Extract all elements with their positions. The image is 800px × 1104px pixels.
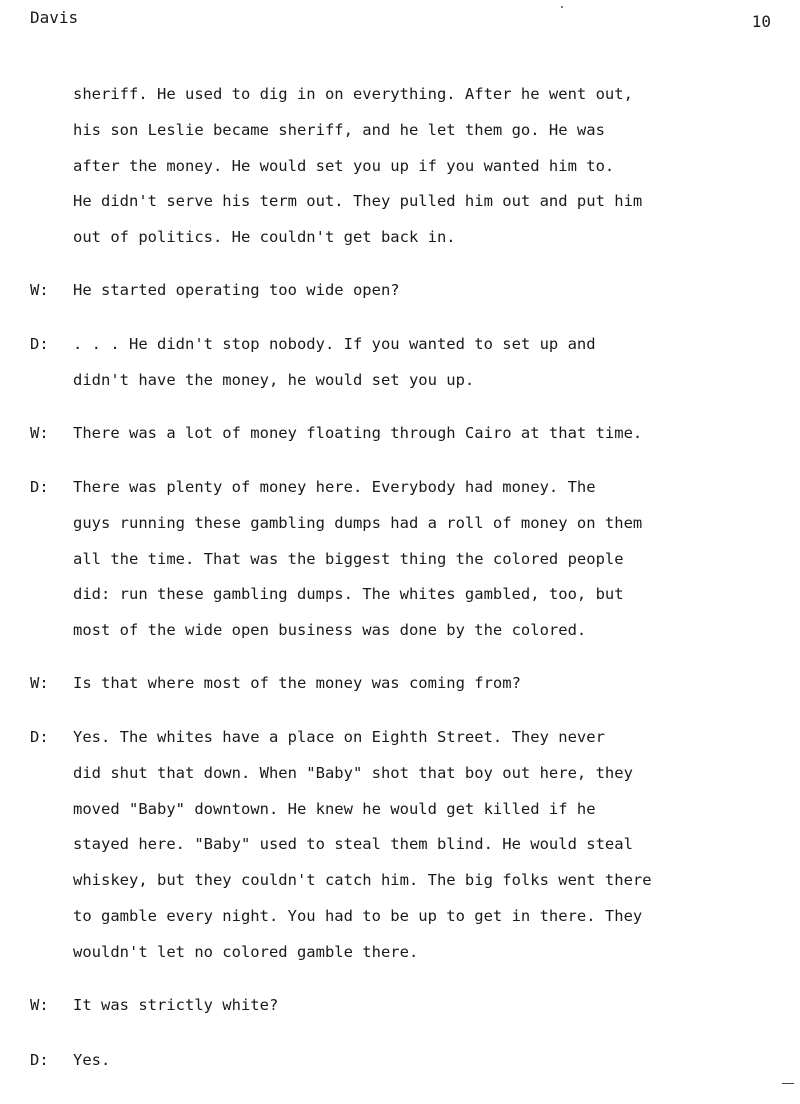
speaker-label: W: — [30, 281, 49, 299]
transcript-paragraph — [73, 77, 773, 256]
transcript-line: stayed here. "Baby" used to steal them blind. He would steal — [73, 835, 633, 854]
page-header-name: Davis — [30, 8, 79, 27]
speaker-label: W: — [30, 674, 49, 692]
transcript-paragraph — [73, 1043, 773, 1079]
transcript-line: He started operating too wide open? — [73, 281, 400, 299]
transcript-line: most of the wide open business was done by the colored. — [73, 621, 587, 640]
transcript-line: moved "Baby" downtown. He knew he would get killed if he — [73, 799, 596, 818]
transcript-line: . . . He didn't stop nobody. If you wanted to set up and — [73, 335, 596, 353]
transcript-line: whiskey, but they couldn't catch him. The big folks went there — [73, 871, 652, 890]
transcript-line: did: run these gambling dumps. The whites gambled, too, but — [73, 585, 624, 604]
transcript-line: Yes. — [73, 1051, 111, 1069]
speaker-label: W: — [30, 424, 49, 442]
transcript-line: Yes. The whites have a place on Eighth Street. They never — [73, 728, 605, 746]
transcript-line: did shut that down. When "Baby" shot that boy out here, they — [73, 763, 633, 782]
transcript-line: wouldn't let no colored gamble there. — [73, 942, 419, 961]
transcript-line: to gamble every night. You had to be up to get in there. They — [73, 906, 643, 925]
transcript-line: It was strictly white? — [73, 996, 279, 1014]
speaker-label: D: — [30, 478, 49, 496]
transcript-line: sheriff. He used to dig in on everything. After he went out, — [73, 85, 633, 103]
transcript-paragraph — [73, 666, 773, 702]
stray-dot-mark — [561, 6, 563, 8]
transcript-line: Is that where most of the money was coming from? — [73, 674, 521, 692]
transcript-line: He didn't serve his term out. They pulled him out and put him — [73, 192, 643, 211]
transcript-line: after the money. He would set you up if you wanted him to. — [73, 156, 615, 175]
transcript-line: all the time. That was the biggest thing the colored people — [73, 549, 624, 568]
page-number: 10 — [751, 12, 771, 31]
transcript-paragraph — [73, 470, 773, 649]
transcript-paragraph — [73, 416, 773, 452]
transcript-paragraph — [73, 327, 773, 399]
stray-margin-mark — [782, 1083, 794, 1084]
speaker-label: W: — [30, 996, 49, 1014]
speaker-label: D: — [30, 335, 49, 353]
transcript-line: There was a lot of money floating through Cairo at that time. — [73, 424, 643, 442]
transcript-paragraph — [73, 273, 773, 309]
speaker-label: D: — [30, 1051, 49, 1069]
speaker-label: D: — [30, 728, 49, 746]
transcript-line: There was plenty of money here. Everybody had money. The — [73, 478, 596, 496]
transcript-line: out of politics. He couldn't get back in. — [73, 228, 456, 247]
transcript-paragraph — [73, 720, 773, 971]
transcript-paragraph — [73, 988, 773, 1024]
transcript-line: guys running these gambling dumps had a roll of money on them — [73, 513, 643, 532]
transcript-line: didn't have the money, he would set you up. — [73, 370, 475, 389]
transcript-line: his son Leslie became sheriff, and he let them go. He was — [73, 120, 605, 139]
